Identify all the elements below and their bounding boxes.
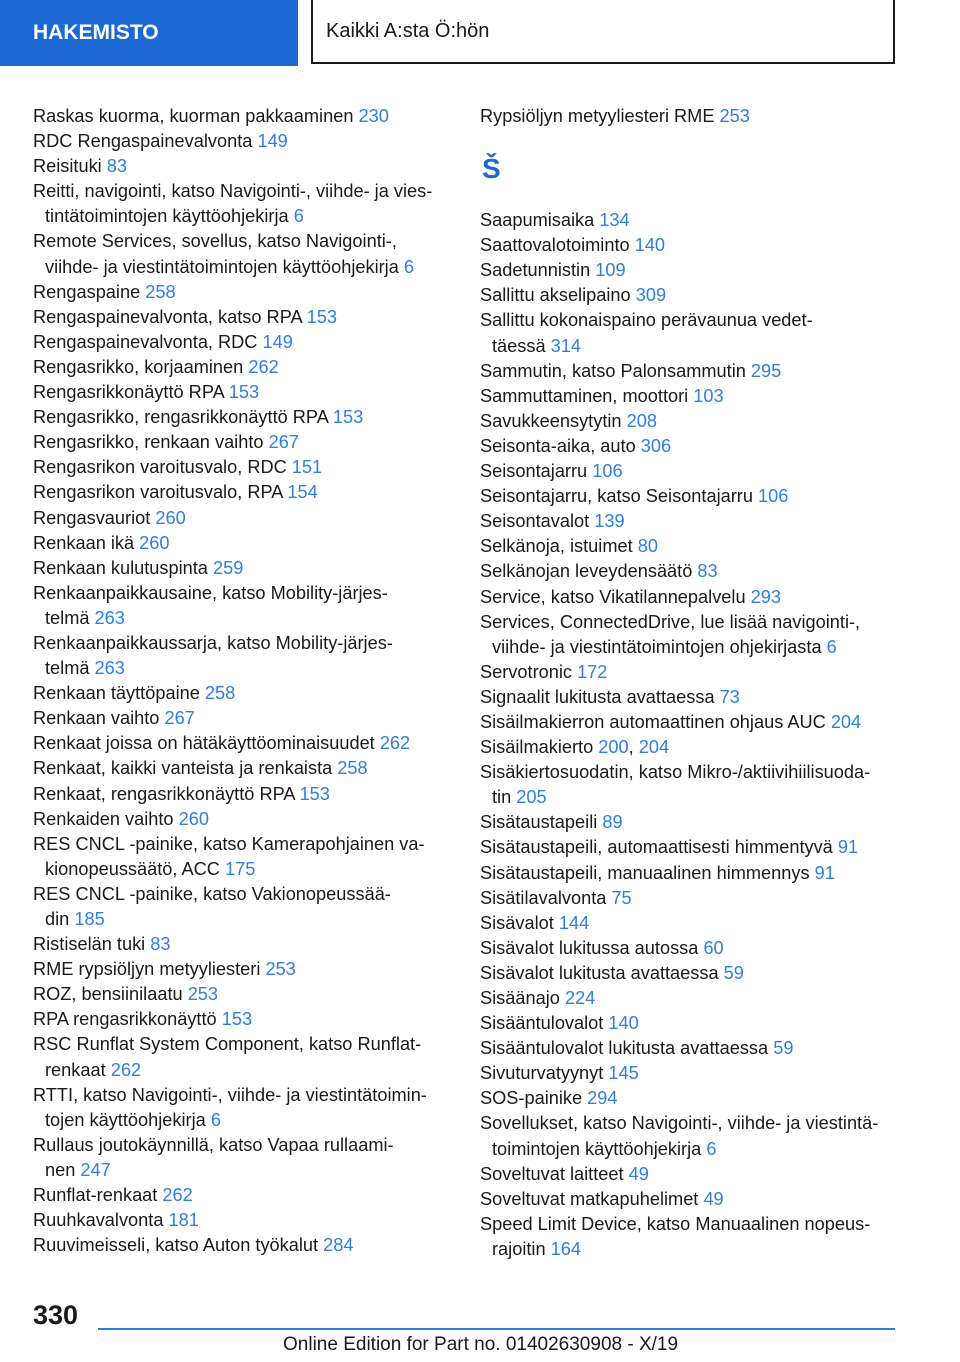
page-link[interactable]: 75 xyxy=(611,887,632,908)
page-link[interactable]: 258 xyxy=(337,758,368,779)
entry-text: Reisituki xyxy=(33,156,102,177)
page-link[interactable]: 6 xyxy=(293,206,304,227)
entry-text: Seisontajarru, katso Seisontajarru xyxy=(480,486,753,507)
page-link[interactable]: 83 xyxy=(150,934,171,955)
page-number: 330 xyxy=(33,1300,79,1330)
entry-text: Sisätaustapeili, manuaalinen himmennys xyxy=(480,862,810,883)
index-entry xyxy=(480,1212,900,1262)
index-entry xyxy=(480,760,900,810)
index-entry xyxy=(33,556,453,581)
entry-text: Sisävalot xyxy=(480,912,554,933)
page-link[interactable]: 260 xyxy=(139,532,170,553)
index-entry xyxy=(480,1061,900,1086)
entry-text: Seisontajarru xyxy=(480,461,588,482)
index-entry xyxy=(480,559,900,584)
entry-text: Saapumisaika xyxy=(480,210,595,231)
index-entry xyxy=(480,409,900,434)
page-link[interactable]: 294 xyxy=(587,1088,618,1109)
page-link[interactable]: 59 xyxy=(773,1038,794,1059)
entry-text: Renkaiden vaihto xyxy=(33,808,174,829)
entry-text: RTTI, katso Navigointi-, viihde- ja viestintätoimin- xyxy=(33,1084,427,1105)
page-link[interactable]: 309 xyxy=(635,285,667,306)
page-link[interactable]: 140 xyxy=(608,1013,639,1034)
page-link[interactable]: 200 xyxy=(598,737,629,758)
entry-text: Selkänojan leveydensäätö xyxy=(480,561,693,582)
index-entry xyxy=(33,129,453,154)
entry-text: Services, ConnectedDrive, lue lisää navigointi-, xyxy=(480,611,861,632)
page-link[interactable]: 6 xyxy=(403,256,415,277)
entry-text: Rengasrikon varoitusvalo, RDC xyxy=(33,457,287,478)
index-entry xyxy=(480,936,900,961)
entry-text: Renkaanpaikkausaine, katso Mobility-järjes- xyxy=(33,582,388,603)
entry-text: Sisävalot lukitusta avattaessa xyxy=(480,962,719,983)
page-link[interactable]: 144 xyxy=(558,912,590,933)
entry-text: Renkaat, rengasrikkonäyttö RPA xyxy=(33,783,295,804)
index-entry xyxy=(33,380,453,405)
page-link[interactable]: 185 xyxy=(74,909,105,929)
index-entry xyxy=(480,961,900,986)
entry-text: Saattovalotoiminto xyxy=(480,235,630,256)
page-link[interactable]: 153 xyxy=(228,382,260,403)
entry-text: Rengaspaine xyxy=(33,281,141,302)
entry-text: Sisäkiertosuodatin, katso Mikro-/aktiivihiilisuoda- xyxy=(480,762,871,783)
header-title: Kaikki A:sta Ö:hön xyxy=(311,0,895,64)
index-entry xyxy=(33,832,453,882)
index-entry xyxy=(480,233,900,258)
entry-text: Ristiselän tuki xyxy=(33,934,146,955)
entry-text: Rengasrikko, rengasrikkonäyttö RPA xyxy=(33,407,328,428)
entry-text: RES CNCL -painike, katso Vakionopeussää- xyxy=(33,883,391,904)
index-entry xyxy=(480,459,900,484)
index-entry xyxy=(480,585,900,610)
index-entry xyxy=(480,384,900,409)
entry-text: Rengaspainevalvonta, katso RPA xyxy=(33,306,302,327)
index-entry xyxy=(480,835,900,860)
entry-text: Sovellukset, katso Navigointi-, viihde- ja viestintä- xyxy=(480,1113,879,1134)
index-entry xyxy=(480,258,900,283)
index-entry xyxy=(480,660,900,685)
entry-text: Sisäilmakierto xyxy=(480,737,594,758)
index-entry xyxy=(480,1162,900,1187)
page-link[interactable]: 153 xyxy=(306,306,338,327)
entry-text: Renkaan vaihto xyxy=(33,708,160,729)
index-entry xyxy=(480,359,900,384)
index-entry xyxy=(33,104,453,129)
page-link[interactable]: 172 xyxy=(577,661,608,682)
page-link[interactable]: 247 xyxy=(80,1159,111,1180)
page-link[interactable]: 205 xyxy=(516,787,547,808)
entry-text: Renkaat joissa on hätäkäyttöominaisuudet xyxy=(33,733,375,754)
page-link[interactable]: 59 xyxy=(723,962,744,983)
page-link[interactable]: 153 xyxy=(221,1009,253,1030)
page-link[interactable]: 6 xyxy=(210,1109,221,1130)
page-link[interactable]: 295 xyxy=(750,360,782,381)
entry-text: Sadetunnistin xyxy=(480,260,591,281)
page-link[interactable]: 89 xyxy=(602,812,623,833)
entry-text: Rypsiöljyn metyyliesteri RME xyxy=(480,106,715,126)
index-entry xyxy=(33,932,453,957)
index-entry xyxy=(480,810,900,835)
entry-text: Sisääntulovalot xyxy=(480,1013,604,1034)
page-header xyxy=(0,0,960,66)
index-entry xyxy=(480,208,900,233)
entry-text: Rengasrikon varoitusvalo, RPA xyxy=(33,482,283,503)
entry-text: Renkaan ikä xyxy=(33,532,135,553)
index-entry xyxy=(33,1083,453,1133)
index-entry xyxy=(33,706,453,731)
index-entry xyxy=(33,1208,453,1233)
index-entry xyxy=(480,886,900,911)
entry-text: Ruuvimeisseli, katso Auton työkalut xyxy=(33,1235,319,1256)
page-link[interactable]: 103 xyxy=(693,385,724,406)
page-link[interactable]: 314 xyxy=(550,335,582,356)
index-entry xyxy=(480,1011,900,1036)
entry-text: Soveltuvat laitteet xyxy=(480,1163,624,1184)
index-entry xyxy=(33,1133,453,1183)
index-entry xyxy=(33,154,453,179)
index-entry xyxy=(480,861,900,886)
entry-text: telmä xyxy=(45,607,90,628)
page-link[interactable]: 164 xyxy=(550,1238,581,1259)
entry-text: Sisäilmakierron automaattinen ohjaus AUC xyxy=(480,711,826,732)
index-entry xyxy=(33,480,453,505)
entry-text: RDC Rengaspainevalvonta xyxy=(33,131,253,152)
section-tab[interactable]: HAKEMISTO xyxy=(0,0,298,66)
entry-text: Service, katso Vikatilannepalvelu xyxy=(480,586,746,607)
page-link[interactable]: 145 xyxy=(608,1063,639,1084)
page-link[interactable]: 139 xyxy=(594,511,625,532)
page-link[interactable]: 91 xyxy=(837,837,859,858)
entry-text: Raskas kuorma, kuorman pakkaaminen xyxy=(33,106,354,126)
entry-text: Remote Services, sovellus, katso Navigointi-, xyxy=(33,231,397,252)
entry-text: Selkänoja, istuimet xyxy=(480,536,633,557)
index-entry xyxy=(480,685,900,710)
index-entry xyxy=(33,229,453,279)
page-link[interactable]: 83 xyxy=(697,561,718,582)
entry-text: viihde- ja viestintätoimintojen käyttöohjekirja xyxy=(45,256,399,277)
entry-text: Runflat-renkaat xyxy=(33,1185,158,1206)
page-link[interactable]: 267 xyxy=(268,432,299,453)
page-link[interactable]: 106 xyxy=(592,461,623,482)
index-entry xyxy=(480,509,900,534)
entry-text: Sisävalot lukitussa autossa xyxy=(480,937,699,958)
index-entry xyxy=(480,283,900,308)
footer-divider xyxy=(98,1328,895,1330)
page-link[interactable]: 262 xyxy=(110,1059,142,1080)
page-link[interactable]: 109 xyxy=(595,260,626,281)
index-entry xyxy=(33,506,453,531)
footer-edition: Online Edition for Part no. 01402630908 - X/19 xyxy=(283,1334,679,1355)
entry-text: Servotronic xyxy=(480,661,572,682)
index-entry: Sisäilmakierto 200, 204 xyxy=(480,737,670,758)
entry-text: toimintojen käyttöohjekirja xyxy=(492,1138,702,1159)
entry-text: Sisääntulovalot lukitusta avattaessa xyxy=(480,1038,769,1059)
page-link[interactable]: 6 xyxy=(826,636,837,657)
entry-text: Sivuturvatyynyt xyxy=(480,1063,604,1084)
entry-text: tintätoimintojen käyttöohjekirja xyxy=(45,206,289,227)
page-link[interactable]: 49 xyxy=(703,1188,724,1209)
page-link[interactable]: 140 xyxy=(634,235,666,256)
index-entry xyxy=(33,1183,453,1208)
entry-text: RES CNCL -painike, katso Kamerapohjainen va- xyxy=(33,833,425,854)
section-letter: Š xyxy=(482,153,501,185)
page-link[interactable]: 80 xyxy=(637,536,658,557)
page-link[interactable]: 293 xyxy=(750,586,781,607)
index-entry xyxy=(33,581,453,631)
page-link[interactable]: 284 xyxy=(323,1235,354,1256)
page-link[interactable]: 253 xyxy=(265,959,296,980)
entry-text: Sallittu kokonaispaino perävaunua vedet- xyxy=(480,310,813,331)
entry-text: Soveltuvat matkapuhelimet xyxy=(480,1188,699,1209)
index-entry xyxy=(33,982,453,1007)
index-entry xyxy=(480,1187,900,1212)
entry-text: Rullaus joutokäynnillä, katso Vapaa rullaami- xyxy=(33,1134,394,1155)
page-link[interactable]: 262 xyxy=(248,356,279,377)
page-link[interactable]: 151 xyxy=(291,457,323,478)
index-entry xyxy=(33,882,453,932)
index-entry xyxy=(33,631,453,681)
entry-text: Renkaat, kaikki vanteista ja renkaista xyxy=(33,758,333,779)
entry-text: RME rypsiöljyn metyyliesteri xyxy=(33,959,261,980)
index-entry xyxy=(33,330,453,355)
entry-text: Rengasrikkonäyttö RPA xyxy=(33,382,224,403)
index-entry xyxy=(33,1007,453,1032)
entry-text: Renkaan kulutuspinta xyxy=(33,557,208,578)
page-link[interactable]: 83 xyxy=(106,156,128,177)
page-link[interactable]: 208 xyxy=(626,410,657,431)
entry-text: telmä xyxy=(45,658,90,679)
index-entry xyxy=(33,455,453,480)
index-entry xyxy=(33,305,453,330)
page-link[interactable]: 73 xyxy=(719,686,740,707)
index-entry xyxy=(33,1233,453,1258)
index-entry xyxy=(33,355,453,380)
index-column-left xyxy=(33,104,453,1258)
entry-text: Sammutin, katso Palonsammutin xyxy=(480,360,746,381)
entry-text: Rengasrikko, korjaaminen xyxy=(33,356,244,377)
index-entry xyxy=(33,681,453,706)
entry-text: rajoitin xyxy=(492,1238,546,1259)
page-link[interactable]: 181 xyxy=(168,1210,199,1231)
page-link[interactable]: 253 xyxy=(719,106,750,126)
page-link[interactable]: 263 xyxy=(94,607,125,628)
page-link[interactable]: 263 xyxy=(94,658,125,679)
page-link[interactable]: 258 xyxy=(145,281,176,302)
entry-text: Ruuhkavalvonta xyxy=(33,1210,164,1231)
entry-text: renkaat xyxy=(45,1059,106,1080)
index-entry xyxy=(480,986,900,1011)
entry-text: Seisonta-aika, auto xyxy=(480,435,636,456)
entry-text: Rengaspainevalvonta, RDC xyxy=(33,331,258,352)
entry-text: Sisätaustapeili xyxy=(480,812,598,833)
page-link[interactable]: 204 xyxy=(638,737,670,758)
entry-text: din xyxy=(45,909,70,929)
page-link[interactable]: 60 xyxy=(703,937,724,958)
entry-text: Reitti, navigointi, katso Navigointi-, viihde- ja vies- xyxy=(33,181,433,202)
index-entry xyxy=(480,434,900,459)
index-entry xyxy=(480,1111,900,1161)
entry-text: ROZ, bensiinilaatu xyxy=(33,984,183,1005)
entry-text: Rengasvauriot xyxy=(33,507,151,528)
entry-text: RPA rengasrikkonäyttö xyxy=(33,1009,217,1030)
index-entry xyxy=(33,957,453,982)
page-link[interactable]: 149 xyxy=(262,331,293,352)
index-entry xyxy=(480,710,900,735)
index-entry xyxy=(480,308,900,358)
entry-text: Sammuttaminen, moottori xyxy=(480,385,689,406)
index-entry xyxy=(33,531,453,556)
page-link[interactable]: 262 xyxy=(379,733,411,754)
entry-text: Savukkeensytytin xyxy=(480,410,622,431)
entry-text: Sisäänajo xyxy=(480,988,560,1008)
page-link[interactable]: 267 xyxy=(164,708,195,729)
entry-text: Speed Limit Device, katso Manuaalinen nopeus- xyxy=(480,1213,871,1234)
page-link[interactable]: 153 xyxy=(332,407,364,428)
page-link[interactable]: 260 xyxy=(155,507,186,528)
index-entry xyxy=(480,534,900,559)
entry-text: nen xyxy=(45,1159,76,1180)
page-link[interactable]: 253 xyxy=(187,984,219,1005)
entry-text: tin xyxy=(492,787,512,808)
page-link[interactable]: 49 xyxy=(628,1163,649,1184)
index-entry xyxy=(480,1036,900,1061)
page-link[interactable]: 154 xyxy=(287,482,318,503)
entry-text: Renkaan täyttöpaine xyxy=(33,683,200,704)
page-link[interactable]: 204 xyxy=(830,711,862,732)
entry-text: Sisätilavalvonta xyxy=(480,887,607,908)
page-link[interactable]: 106 xyxy=(758,486,789,507)
index-entry xyxy=(480,484,900,509)
entry-text: Sallittu akselipaino xyxy=(480,285,631,306)
entry-text: RSC Runflat System Component, katso Runflat- xyxy=(33,1034,422,1055)
page-link[interactable]: 6 xyxy=(706,1138,717,1159)
entry-text: SOS-painike xyxy=(480,1088,583,1109)
index-entry xyxy=(33,405,453,430)
entry-text: Rengasrikko, renkaan vaihto xyxy=(33,432,264,453)
index-entry xyxy=(33,280,453,305)
entry-text: Seisontavalot xyxy=(480,511,590,532)
index-entry xyxy=(480,104,900,129)
page-link[interactable]: 224 xyxy=(564,988,596,1008)
index-entry xyxy=(33,430,453,455)
index-entry xyxy=(33,807,453,832)
index-entry xyxy=(33,179,453,229)
index-entry xyxy=(33,756,453,781)
entry-text: kionopeussäätö, ACC xyxy=(45,858,220,879)
page-link[interactable]: 134 xyxy=(599,210,630,231)
page-link[interactable]: 306 xyxy=(640,435,672,456)
entry-text: viihde- ja viestintätoimintojen ohjekirjasta xyxy=(492,636,822,657)
page-link[interactable]: 91 xyxy=(814,862,835,883)
page-link[interactable]: 230 xyxy=(358,106,389,126)
index-entry xyxy=(480,1086,900,1111)
index-entry xyxy=(33,782,453,807)
entry-text: täessä xyxy=(492,335,546,356)
page-link[interactable]: 262 xyxy=(162,1185,193,1206)
index-entry xyxy=(480,911,900,936)
page-link[interactable]: 149 xyxy=(257,131,288,152)
entry-text: Sisätaustapeili, automaattisesti himmentyvä xyxy=(480,837,833,858)
index-entry xyxy=(480,610,900,660)
index-column-right xyxy=(480,104,900,1262)
index-entry xyxy=(33,1032,453,1082)
entry-text: Signaalit lukitusta avattaessa xyxy=(480,686,715,707)
page-link[interactable]: 175 xyxy=(224,858,256,879)
entry-text: Renkaanpaikkaussarja, katso Mobility-järjes- xyxy=(33,632,393,653)
page-link[interactable]: 259 xyxy=(212,557,244,578)
page-link[interactable]: 153 xyxy=(299,783,330,804)
page-link[interactable]: 260 xyxy=(178,808,209,829)
index-entry xyxy=(33,731,453,756)
entry-text: tojen käyttöohjekirja xyxy=(45,1109,206,1130)
page-link[interactable]: 258 xyxy=(204,683,236,704)
